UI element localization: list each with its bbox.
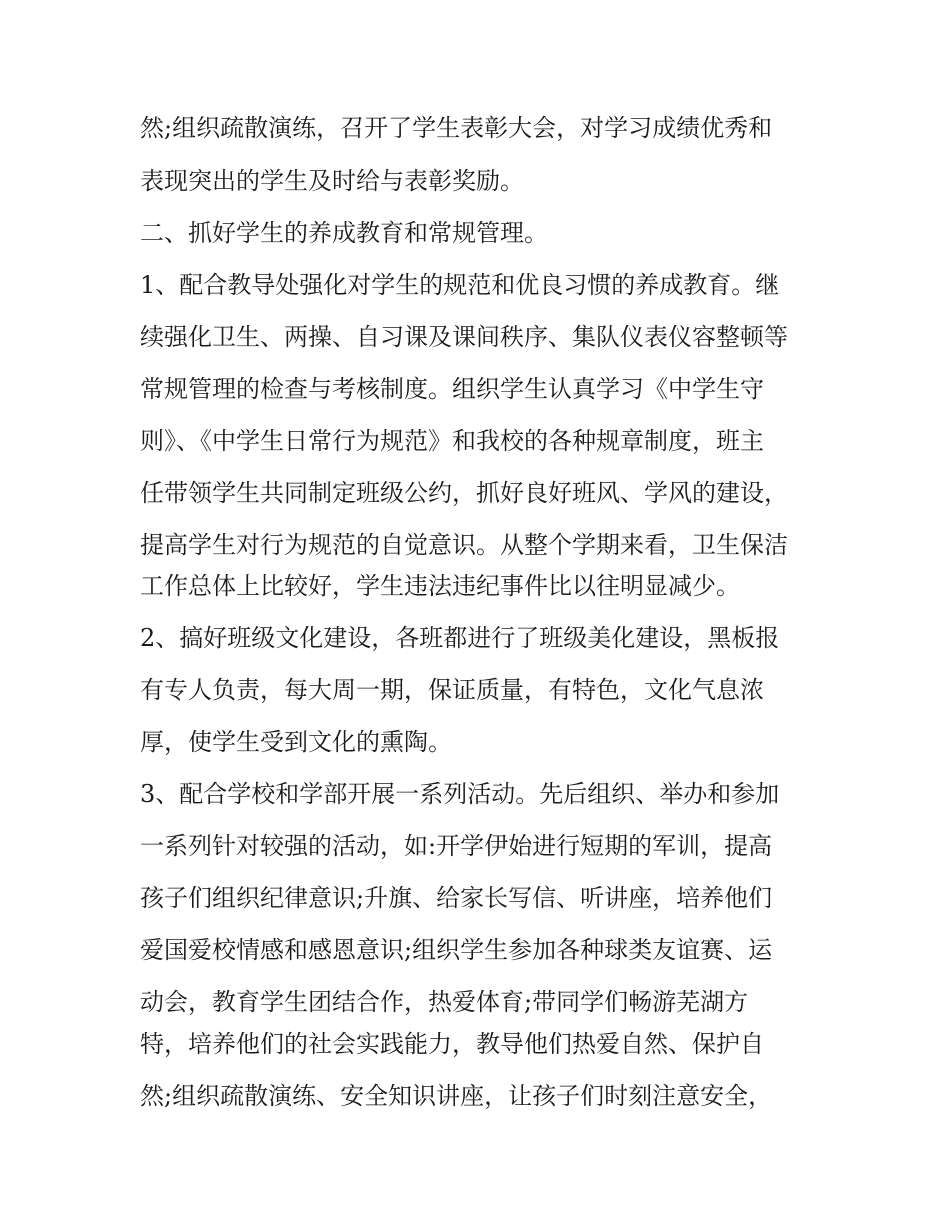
- text-line: 然;组织疏散演练，召开了学生表彰大会，对学习成绩优秀和: [140, 114, 773, 142]
- text-line: 常规管理的检查与考核制度。组织学生认真学习《中学生守: [140, 375, 764, 403]
- text-line: 爱国爱校情感和感恩意识;组织学生参加各种球类友谊赛、运: [140, 936, 773, 964]
- text-line: 表现突出的学生及时给与表彰奖励。: [140, 167, 524, 195]
- text-line: 续强化卫生、两操、自习课及课间秩序、集队仪表仪容整顿等: [140, 323, 788, 351]
- text-line: 孩子们组织纪律意识;升旗、给家长写信、听讲座，培养他们: [140, 884, 773, 912]
- text-line: 2、搞好班级文化建设，各班都进行了班级美化建设，黑板报: [140, 624, 780, 652]
- text-line: 提高学生对行为规范的自觉意识。从整个学期来看，卫生保洁: [140, 531, 788, 559]
- text-line: 3、配合学校和学部开展一系列活动。先后组织、举办和参加: [140, 780, 780, 808]
- text-line: 有专人负责，每大周一期，保证质量，有特色，文化气息浓: [140, 676, 764, 704]
- text-line: 特，培养他们的社会实践能力，教导他们热爱自然、保护自: [140, 1030, 764, 1058]
- text-line: 一系列针对较强的活动，如:开学伊始进行短期的军训，提高: [140, 832, 773, 860]
- text-line: 1、配合教导处强化对学生的规范和优良习惯的养成教育。继: [140, 271, 780, 299]
- text-line: 动会，教育学生团结合作，热爱体育;带同学们畅游芜湖方: [140, 988, 749, 1016]
- text-line: 则》、《中学生日常行为规范》和我校的各种规章制度，班主: [140, 427, 764, 455]
- text-line: 然;组织疏散演练、安全知识讲座，让孩子们时刻注意安全，: [140, 1082, 773, 1110]
- section-heading: 二、抓好学生的养成教育和常规管理。: [140, 219, 548, 247]
- text-line: 厚，使学生受到文化的熏陶。: [140, 728, 452, 756]
- text-line: 工作总体上比较好，学生违法违纪事件比以往明显减少。: [140, 572, 740, 600]
- text-line: 任带领学生共同制定班级公约，抓好良好班风、学风的建设，: [140, 479, 788, 507]
